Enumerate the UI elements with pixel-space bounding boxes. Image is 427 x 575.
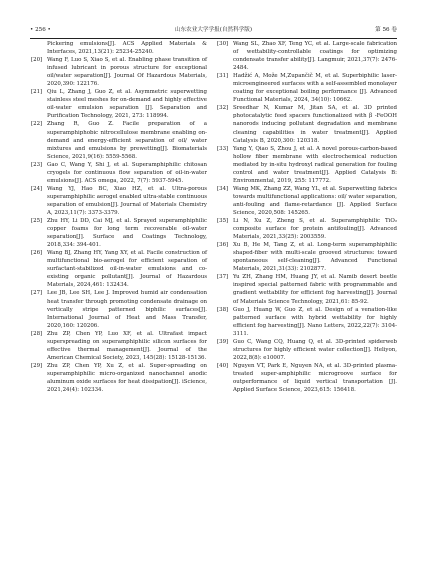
reference-number: [40]	[217, 362, 229, 369]
reference-number: [35]	[217, 218, 229, 225]
reference-entry	[31, 185, 207, 217]
references-left-column	[31, 40, 207, 394]
reference-text: Lee JB, Lee SH, Lee J. Improved humid air condensation heat transfer through promoting condensate drainage on vertically stripe patterned biphilic surfaces[J]. International Journal of Heat and Mass Transfer, 2020,160: 120206.	[47, 290, 207, 329]
reference-number: [39]	[217, 338, 229, 345]
reference-text: Gao C, Wang Y, Shi J, et al. Superamphiphilic chitosan cryogels for continuous flow separation of oil-in-water emulsions[J]. ACS omega, 2022, 7(7): 5937-5945.	[47, 161, 207, 184]
reference-text: Nguyen VT, Park E, Nguyen NA, et al. 3D-printed plasma-treated super-amphiphilic microgroove surface for outperformance of liquid vertical transportation [J]. Applied Surface Science, 2023,615: 156418.	[233, 362, 397, 394]
reference-number: [32]	[217, 105, 229, 112]
reference-text: Yu ZH, Zhang HM, Huang JY, et al. Namib desert beetle inspired special patterned fabric with programmable and gradient wettability for efficient fog harvesting[J]. Journal of Materials Science Technology, 2021,61: 85-92.	[233, 274, 397, 305]
journal-title: 山东农业大学学报(自然科学版)	[174, 27, 253, 33]
references-right-column	[217, 40, 397, 394]
reference-entry	[217, 273, 397, 305]
reference-text: Guo C, Wang CQ, Huang Q, et al. 3D-printed spiderweb structures for highly efficient water collection[J]. Heliyon, 2022,8(8): e10007.	[233, 338, 397, 361]
reference-number: [36]	[217, 242, 229, 249]
reference-number: [20]	[31, 57, 43, 64]
reference-text: Wang F, Luo S, Xiao S, et al. Enabling phase transition of infused lubricant in porous structure for exceptional oil/water separation[J]. Journal Of Hazardous Materials, 2020,390: 122176.	[47, 57, 207, 88]
reference-text: Hadžić A, Može M,Zupančič M, et al. Superbiphilic laser-microengineered surfaces with a self-assembled monolayer coating for exceptional boiling performance [J]. Advanced Functional Materials, 2024, 34(10): 10662.	[233, 73, 397, 104]
reference-number: [25]	[31, 218, 43, 225]
reference-text: Zhu ZP, Chen YP, Luo XF, et al. Ultrafast impact superspreading on superamphiphilic silicon surfaces for effective thermal management[J]. Journal of the American Chemical Society, 2023, 145(28): 15128-15136.	[47, 330, 207, 361]
reference-text: Zhu ZP, Chen YP, Xu Z, et al. Super-spreading on superamphiphilic micro-organized nanochannel anodic aluminum oxide surfaces for heat dissipation[J]. iScience, 2021,24(4): 102334.	[47, 362, 207, 394]
reference-text: Wang SL, Zhao XF, Teng YC, et al. Large-scale fabrication of wettability-controllable coatings for optimizing condensate transfer ability[J]. Langmuir, 2021,37(7): 2476-2484.	[233, 41, 397, 72]
reference-entry	[31, 330, 207, 362]
reference-text: Sreedhar N, Kumar M, Jitan SA, et al. 3D printed photocatalytic feed spacers functionalized with β -FeOOH nanorods inducing pollutant degradation and membrane cleaning capabilities in water treatment[J]. Applied Catalysis B, 2020,300: 120318.	[233, 105, 397, 144]
reference-entry	[217, 40, 397, 72]
page-header	[30, 24, 397, 36]
reference-number: [31]	[217, 73, 229, 80]
reference-text: Wang MK, Zhang ZZ, Wang YL, et al. Superwetting fabrics towards multifunctional applications: oil/ water separation, anti-fouling and flame-retardance [J]. Applied Surface Science, 2020,508: 145265.	[233, 185, 397, 216]
reference-entry	[31, 120, 207, 160]
reference-number: [28]	[31, 330, 43, 337]
reference-text: Zhu HY, Li DD, Cai MJ, et al. Sprayed superamphiphilic copper foams for long term recoverable oil-water separation[J]. Surface and Coatings Technology, 2018,334: 394-401.	[47, 218, 207, 249]
reference-number: [22]	[31, 121, 43, 128]
reference-entry	[31, 362, 207, 394]
volume-label: 第 56 卷	[375, 27, 397, 33]
reference-entry	[217, 241, 397, 273]
reference-text: Li N, Xu Z, Zheng S, et al. Superamphiphilic TiO₂ composite surface for protein antifouling[J]. Advanced Materials, 2021,33(25): 2003559.	[233, 218, 397, 241]
page-number: • 256 •	[30, 27, 51, 33]
reference-number: [23]	[31, 161, 43, 168]
header-rule	[30, 38, 397, 39]
reference-number: [27]	[31, 290, 43, 297]
reference-text: Xu B, He M, Tang Z, et al. Long-term superamphiphilic shaped-fiber with multi-scale grooved structures: toward spontaneous self-cleaning[J]. Advanced Functional Materials, 2021,31(33): 2102877.	[233, 242, 397, 273]
reference-number: [26]	[31, 250, 43, 257]
reference-text: Wang YJ, Hao BC, Xiao HZ, et al. Ultra-porous superamphiphilic aerogel enabled ultra-stable continuous separation of emulsion[J]. Journal of Materials Chemistry A, 2023,11(7): 3373-3379.	[47, 185, 207, 216]
reference-entry	[217, 362, 397, 394]
reference-number: [38]	[217, 306, 229, 313]
reference-number: [33]	[217, 145, 229, 152]
reference-entry	[217, 185, 397, 217]
reference-entry	[217, 338, 397, 362]
reference-entry	[31, 40, 207, 56]
reference-entry	[31, 217, 207, 249]
reference-entry	[217, 217, 397, 241]
reference-text: Guo J, Huang W, Guo Z, et al. Design of a venation-like patterned surface with hybrid wettability for highly efficient fog harvesting[J]. Nano Letters, 2022,22(7): 3104-3111.	[233, 306, 397, 337]
reference-entry	[217, 306, 397, 338]
reference-entry	[31, 88, 207, 120]
reference-entry	[217, 72, 397, 104]
reference-entry	[217, 145, 397, 185]
reference-text: Wang BJ, Zhang HY, Yang XY, et al. Facile construction of multifunctional bio-aerogel for efficient separation of surfactant-stabilized oil-in-water emulsions and co-existing organic pollutant[J]. Journal of Hazardous Materials, 2024,461: 132434.	[47, 250, 207, 289]
reference-entry	[31, 249, 207, 289]
reference-text: Pickering emulsions[J]. ACS Applied Materials & Interfaces, 2021,13(21): 25234-25240.	[47, 41, 207, 56]
reference-entry	[31, 161, 207, 185]
reference-text: Yang Y, Qiao S, Zhou J, et al. A novel porous-carbon-based hollow fiber membrane with electrochemical reduction mediated by in-situ hydroxyl radical generation for fouling control and water treatment[J]. Applied Catalysis B: Environmental, 2019, 255: 117772.	[233, 145, 397, 184]
reference-number: [24]	[31, 185, 43, 192]
reference-entry	[217, 104, 397, 144]
reference-number: [21]	[31, 89, 43, 96]
reference-number: [34]	[217, 185, 229, 192]
reference-number: [37]	[217, 274, 229, 281]
reference-text: Qiu L, Zhang J, Guo Z, et al. Asymmetric superwetting stainless steel meshes for on-demand and highly effective oil-water emulsion separation [J]. Separation and Purification Technology, 2021, 273: 118994.	[47, 89, 207, 120]
reference-entry	[31, 289, 207, 329]
reference-number: [30]	[217, 41, 229, 47]
reference-text: Zhang R, Guo Z. Facile preparation of a superamphiphobic nitrocellulose membrane enabling on-demand and energy-efficient separation of oil/ water mixtures and emulsions by prewetting[J]. Biomaterials Science, 2021,9(16): 5559-5568.	[47, 121, 207, 160]
reference-entry	[31, 56, 207, 88]
reference-number: [29]	[31, 362, 43, 369]
